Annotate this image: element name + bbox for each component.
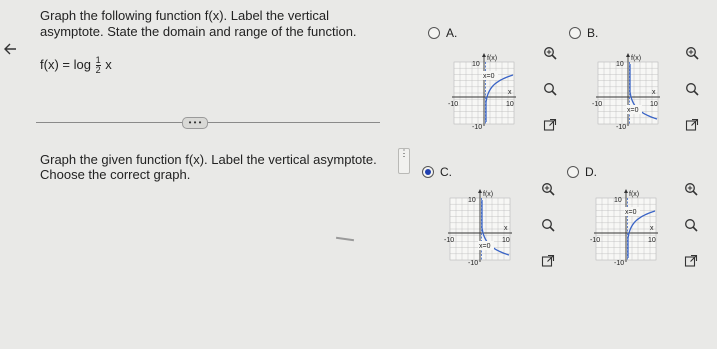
option-d-label: D. [585, 165, 597, 179]
tick-label-neg: -10 [448, 101, 459, 108]
option-d-graph [590, 188, 668, 266]
zoom-out-icon[interactable] [543, 82, 557, 96]
tick-label-neg: -10 [444, 237, 455, 244]
function-expression [40, 56, 112, 75]
asymptote-label: x=0 [625, 209, 637, 216]
tick-label-pos: 10 [648, 237, 656, 244]
y-axis-arrow [478, 189, 482, 193]
option-d-radio[interactable] [567, 166, 579, 178]
question-text-line2: asymptote. State the domain and range of the function. [40, 24, 357, 39]
tick-label-top: 10 [614, 197, 622, 204]
question-text-line1: Graph the following function f(x). Label the vertical [40, 8, 330, 23]
tick-label-bottom: -10 [468, 260, 479, 266]
x-axis-label: x [508, 89, 512, 96]
tick-label-bottom: -10 [472, 124, 483, 130]
question2-text-line1: Graph the given function f(x). Label the vertical asymptote. [40, 152, 377, 167]
y-axis-label: f(x) [629, 191, 640, 198]
y-axis-label: f(x) [631, 55, 642, 62]
divider [36, 122, 380, 123]
tick-label-top: 10 [468, 197, 476, 204]
y-axis-label: f(x) [487, 55, 498, 62]
tick-label-bottom: -10 [616, 124, 627, 130]
asymptote-label: x=0 [627, 107, 639, 114]
x-axis-label: x [504, 225, 508, 232]
zoom-in-icon[interactable] [685, 46, 699, 60]
tick-label-bottom: -10 [614, 260, 625, 266]
zoom-out-icon[interactable] [541, 218, 555, 232]
asymptote-label: x=0 [483, 73, 495, 80]
external-link-icon[interactable] [543, 118, 557, 132]
asymptote-label: x=0 [479, 243, 491, 250]
tick-label-neg: -10 [590, 237, 601, 244]
tick-label-neg: -10 [592, 101, 603, 108]
option-b-graph [592, 52, 670, 130]
zoom-in-icon[interactable] [684, 182, 698, 196]
tick-label-pos: 10 [650, 101, 658, 108]
option-a-label: A. [446, 26, 458, 40]
y-axis-arrow [482, 53, 486, 57]
zoom-out-icon[interactable] [684, 218, 698, 232]
y-axis-label: f(x) [483, 191, 494, 198]
log-base-den: 2 [95, 65, 101, 75]
back-arrow-icon[interactable] [4, 42, 18, 56]
zoom-in-icon[interactable] [543, 46, 557, 60]
option-b-radio[interactable] [569, 27, 581, 39]
y-axis-arrow [626, 53, 630, 57]
x-axis-label: x [652, 89, 656, 96]
tick-label-pos: 10 [506, 101, 514, 108]
x-axis-label: x [650, 225, 654, 232]
log-base-num: 1 [95, 55, 101, 65]
option-c-radio[interactable] [422, 166, 434, 178]
tick-label-top: 10 [472, 61, 480, 68]
log-base [96, 56, 101, 75]
zoom-out-icon[interactable] [685, 82, 699, 96]
option-c-label: C. [440, 165, 452, 179]
function-variable: x [105, 56, 112, 72]
function-prefix: f(x) = log [40, 56, 91, 72]
tick-label-top: 10 [616, 61, 624, 68]
question2-text-line2: Choose the correct graph. [40, 167, 191, 182]
y-axis-arrow [624, 189, 628, 193]
tick-label-pos: 10 [502, 237, 510, 244]
decorative-dash [336, 237, 354, 241]
external-link-icon[interactable] [684, 254, 698, 268]
option-b-label: B. [587, 26, 599, 40]
option-c-graph [444, 188, 522, 266]
panel-resize-handle[interactable]: ⋮ [398, 148, 410, 174]
more-dots-icon[interactable]: • • • [182, 117, 208, 129]
external-link-icon[interactable] [685, 118, 699, 132]
option-a-radio[interactable] [428, 27, 440, 39]
zoom-in-icon[interactable] [541, 182, 555, 196]
option-a-graph [448, 52, 526, 130]
external-link-icon[interactable] [541, 254, 555, 268]
